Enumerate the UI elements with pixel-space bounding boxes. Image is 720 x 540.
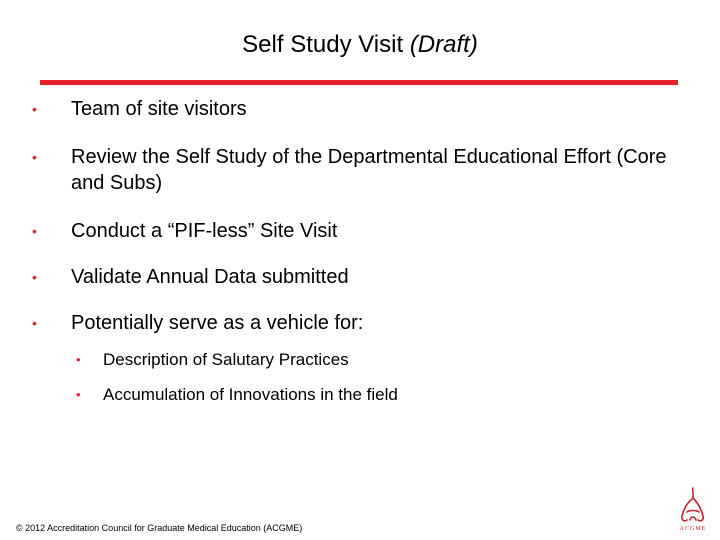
bullet-text: Team of site visitors xyxy=(71,98,247,120)
acgme-logo-mark xyxy=(670,486,716,526)
sub-bullet-text: Accumulation of Innovations in the field xyxy=(103,385,398,404)
bullet-item xyxy=(30,310,690,336)
sub-bullet-icon: • xyxy=(76,352,81,367)
bullet-icon: • xyxy=(32,223,37,239)
bullet-item xyxy=(30,218,690,244)
title-divider xyxy=(40,80,678,85)
title-suffix: (Draft) xyxy=(409,31,478,58)
sub-bullet-item xyxy=(30,349,690,371)
bullet-item xyxy=(30,144,690,196)
sub-bullet-text: Description of Salutary Practices xyxy=(103,350,349,369)
bullet-list xyxy=(30,96,690,406)
bullet-icon: • xyxy=(32,149,37,165)
acgme-logo-icon xyxy=(670,486,716,536)
slide-title xyxy=(0,29,720,61)
sub-bullet-icon: • xyxy=(76,387,81,402)
sub-bullet-item xyxy=(30,384,690,406)
bullet-text: Conduct a “PIF-less” Site Visit xyxy=(71,220,338,242)
bullet-text: Review the Self Study of the Departmental Educational Effort (Core and Subs) xyxy=(71,146,667,194)
bullet-text: Potentially serve as a vehicle for: xyxy=(71,312,364,334)
bullet-text: Validate Annual Data submitted xyxy=(71,266,349,288)
bullet-icon: • xyxy=(32,269,37,285)
logo-text: ACGME xyxy=(679,526,707,532)
bullet-icon: • xyxy=(32,315,37,331)
bullet-icon: • xyxy=(32,101,37,117)
title-text: Self Study Visit xyxy=(242,31,404,58)
bullet-item xyxy=(30,264,690,290)
copyright-footer: © 2012 Accreditation Council for Graduate Medical Education (ACGME) xyxy=(16,523,303,533)
bullet-item xyxy=(30,96,690,122)
